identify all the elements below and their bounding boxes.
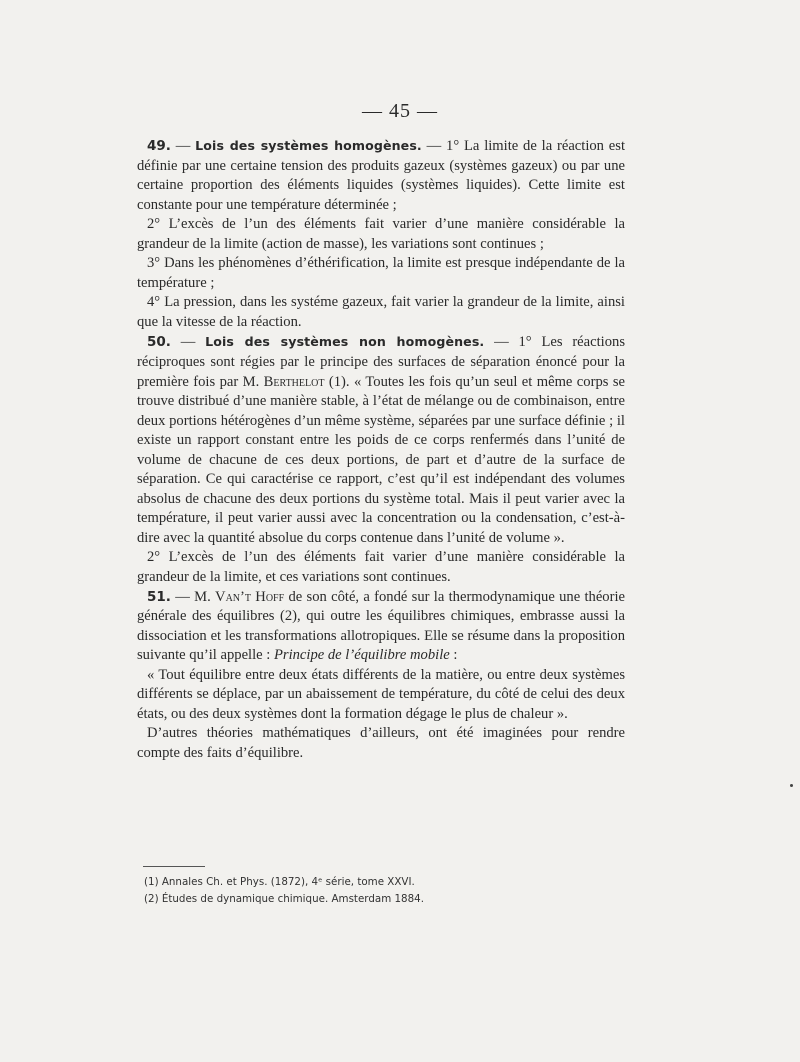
section-51-number: 51. [147,588,171,605]
section-51-paragraph [137,588,625,666]
page-number: — 45 — [362,100,438,122]
section-51-text-a: — M. [170,588,216,605]
section-51-text-b: de son côté, a fondé sur la thermodynamique une théorie générale des équilibres (2), qui outre les équilibres chimiques, embrasse aussi la dissociation et les transformations allotropiques. Elle se résume dans la proposition suivante qu’il appelle : [137,588,625,664]
section-49-text: — 1° La limite de la réaction est définie par une certaine tension des produits gazeux (systèmes gazeux) ou par une certaine proportion des éléments liquides (systèmes liquides). Cette limite est constante pour une température déterminée ; [137,138,626,213]
footnotes [144,874,624,908]
section-50-paragraph [137,332,625,548]
section-50-point-2: 2° L’excès de l’un des éléments fait varier d’une manière considérable la grandeur de la limite, et ces variations sont continues. [137,549,625,586]
section-49-number: 49. [147,138,171,154]
body-text [137,136,625,764]
footnote-divider [143,866,205,867]
section-51-quote: « Tout équilibre entre deux états différents de la matière, ou entre deux systèmes différents se déplace, par un abaissement de température, du côté de celui des deux états, ou des deux systèmes dont la formation dégage le plus de chaleur ». [137,666,625,722]
section-50-text-b: (1). « Toutes les fois qu’un seul et même corps se trouve distribué d’une manière stable, à l’état de mélange ou de combinaison, entre deux portions hétérogènes d’un même système, séparées par une surface définie ; il existe un rapport constant entre les poids de ce corps renfermés dans l’unité de volume de chacune de ces deux portions, de part et d’autre de la surface de séparation. Ce qui caractérise ce rapport, c’est qu’il est indépendant des volumes absolus de chacune des deux portions du système total. Mais il peut varier avec la température, il peut varier aussi avec la concentration ou la condensation, c’est-à-dire avec la quantité absolue du corps contenue dans l’unité de volume ». [137,373,625,546]
section-50-heading: Lois des systèmes non homogènes. [205,334,485,350]
section-51-text-c: : [449,647,458,664]
section-50-text-a: — 1° Les réactions réciproques sont régies par le principe des surfaces de séparation énoncé pour la première fois par M. [137,334,625,390]
section-49-dash: — [170,138,196,154]
footnote-2: (2) Études de dynamique chimique. Amsterdam 1884. [144,893,424,905]
section-49-point-4: 4° La pression, dans les systéme gazeux, fait varier la grandeur de la limite, ainsi que la vitesse de la réaction. [137,294,625,330]
principle-title: Principe de l’équilibre mobile [273,647,450,664]
footnote-1: (1) Annales Ch. et Phys. (1872), 4ᵉ série, tome XXVI. [144,876,415,888]
section-49-paragraph [137,136,625,215]
margin-speck [790,784,793,787]
section-49-point-3: 3° Dans les phénomènes d’éthérification, la limite est presque indépendante de la température ; [137,255,625,291]
author-name-vant-hoff: Van’t Hoff [215,588,285,605]
author-name-berthelot: Berthelot [263,373,325,390]
section-49-heading: Lois des systèmes homogènes. [195,138,422,153]
section-50-number: 50. [147,334,171,351]
section-50-dash: — [170,334,206,351]
section-51-closing: D’autres théories mathématiques d’ailleurs, ont été imaginées pour rendre compte des faits d’équilibre. [137,725,625,761]
section-49-point-2: 2° L’excès de l’un des éléments fait varier d’une manière considérable la grandeur de la limite (action de masse), les variations sont continues ; [137,216,625,252]
